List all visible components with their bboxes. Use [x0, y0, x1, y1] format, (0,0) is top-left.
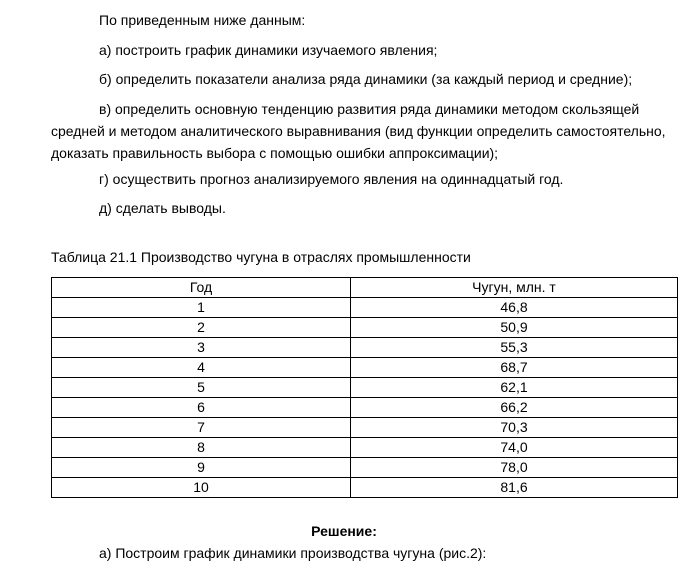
table-header-row: [52, 278, 678, 298]
cell-value: 62,1: [351, 378, 678, 398]
table-row: [52, 298, 678, 318]
table-row: [52, 478, 678, 498]
table-row: [52, 358, 678, 378]
table-row: [52, 458, 678, 478]
cell-value: 70,3: [351, 418, 678, 438]
task-d: г) осуществить прогноз анализируемого явления на одиннадцатый год.: [99, 171, 564, 187]
cell-value: 68,7: [351, 358, 678, 378]
cell-year: 2: [52, 318, 351, 338]
cell-year: 3: [52, 338, 351, 358]
table-row: [52, 338, 678, 358]
table-row: [52, 438, 678, 458]
task-c-line-1: в) определить основную тенденцию развития ряда динамики методом скользящей: [99, 101, 640, 117]
cell-year: 6: [52, 398, 351, 418]
task-b: б) определить показатели анализа ряда динамики (за каждый период и средние);: [99, 71, 633, 87]
cell-value: 74,0: [351, 438, 678, 458]
cell-value: 46,8: [351, 298, 678, 318]
cell-value: 66,2: [351, 398, 678, 418]
cell-value: 55,3: [351, 338, 678, 358]
cell-value: 50,9: [351, 318, 678, 338]
task-a: а) построить график динамики изучаемого явления;: [99, 42, 438, 58]
task-c: [51, 98, 681, 164]
pig-iron-table: [51, 277, 678, 498]
table-row: [52, 398, 678, 418]
header-pig-iron: Чугун, млн. т: [351, 278, 678, 298]
cell-year: 10: [52, 478, 351, 498]
solution-heading: Решение:: [311, 523, 377, 539]
cell-year: 4: [52, 358, 351, 378]
cell-value: 78,0: [351, 458, 678, 478]
cell-year: 8: [52, 438, 351, 458]
task-c-line-3: доказать правильность выбора с помощью ошибки аппроксимации);: [51, 145, 499, 161]
cell-year: 1: [52, 298, 351, 318]
cell-value: 81,6: [351, 478, 678, 498]
table-caption: Таблица 21.1 Производство чугуна в отраслях промышленности: [51, 249, 471, 265]
solution-step-a: а) Построим график динамики производства чугуна (рис.2):: [99, 545, 487, 561]
intro-text: По приведенным ниже данным:: [99, 12, 306, 28]
task-c-line-2: средней и методом аналитического выравнивания (вид функции определить самостоятельно,: [51, 123, 666, 139]
cell-year: 5: [52, 378, 351, 398]
header-year: Год: [52, 278, 351, 298]
table-row: [52, 318, 678, 338]
cell-year: 9: [52, 458, 351, 478]
task-e: д) сделать выводы.: [99, 200, 226, 216]
table-row: [52, 378, 678, 398]
cell-year: 7: [52, 418, 351, 438]
table-row: [52, 418, 678, 438]
